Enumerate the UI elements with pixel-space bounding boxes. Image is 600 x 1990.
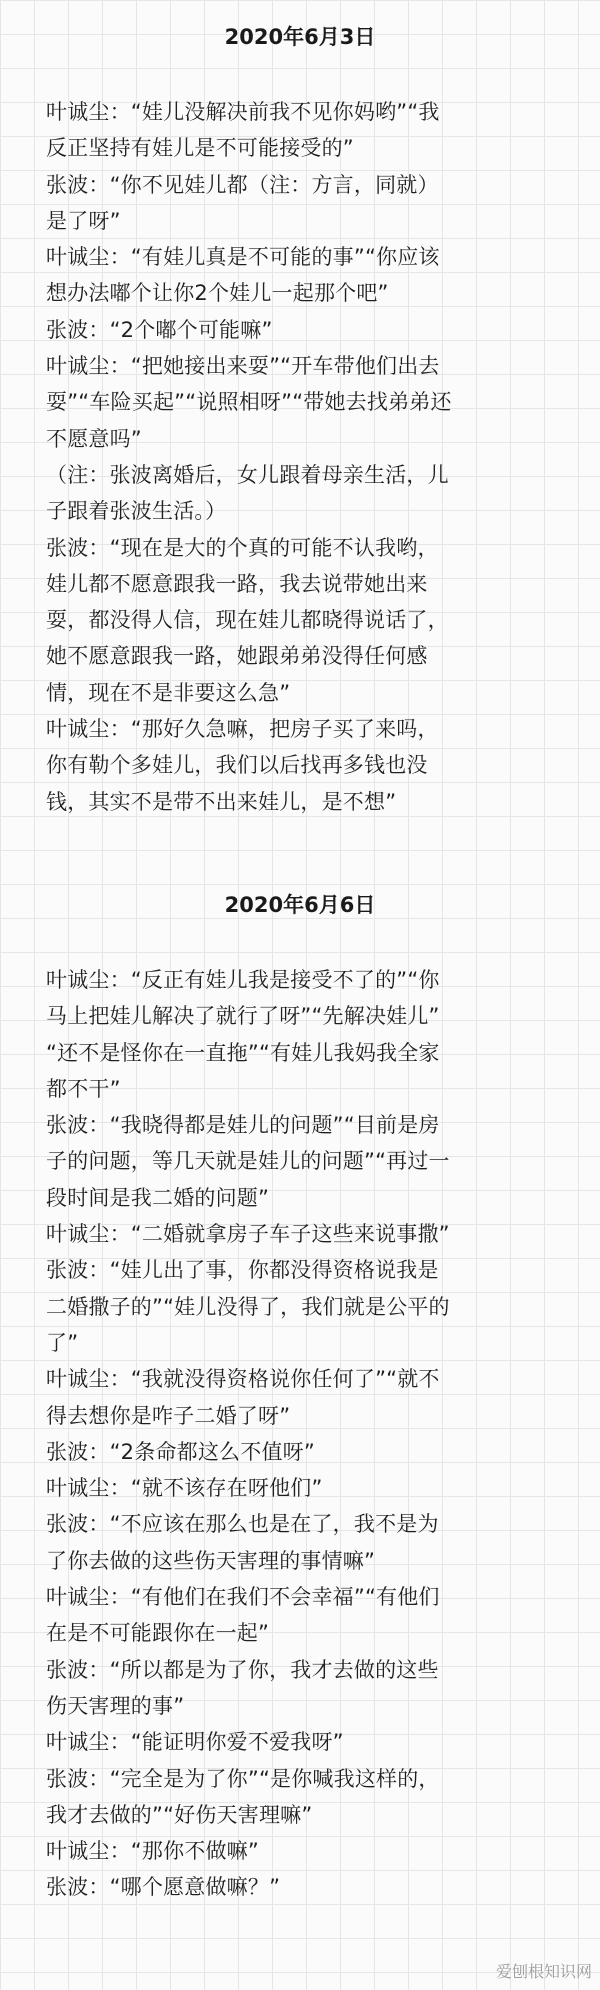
transcript-line: 不愿意吗” <box>46 426 142 451</box>
transcript-line: 张波：“我晓得都是娃儿的问题”“目前是房 <box>46 1113 440 1138</box>
transcript-line: 叶诚尘：“二婚就拿房子车子这些来说事撒” <box>46 1222 450 1247</box>
transcript-line: 情，现在不是非要这么急” <box>46 680 291 705</box>
date-heading: 2020年6月6日 <box>224 893 376 917</box>
transcript-line: 都不干” <box>46 1076 121 1101</box>
transcript-line: 她不愿意跟我一路，她跟弟弟没得任何感 <box>46 644 428 669</box>
section-june-6 <box>0 890 600 920</box>
transcript-line: 子的问题，等几天就是娃儿的问题”“再过一 <box>46 1149 450 1174</box>
transcript-line: 了你去做的这些伤天害理的事情嘛” <box>46 1548 376 1573</box>
transcript-line: 张波：“娃儿出了事，你都没得资格说我是 <box>46 1258 439 1283</box>
transcript-line: 叶诚尘：“那你不做嘛” <box>46 1839 259 1864</box>
transcript-line: 叶诚尘：“有娃儿真是不可能的事”“你应该 <box>46 245 440 270</box>
transcript-line: 我才去做的”“好伤天害理嘛” <box>46 1802 313 1827</box>
transcript-line: 张波：“你不见娃儿都（注：方言，同就） <box>46 172 439 197</box>
transcript-line: 张波：“完全是为了你”“是你喊我这样的， <box>46 1766 440 1791</box>
transcript-line: 子跟着张波生活。） <box>46 499 227 524</box>
transcript-line: 想办法嘟个让你2个娃儿一起那个吧” <box>46 281 389 306</box>
transcript-line: 你有勒个多娃儿，我们以后找再多钱也没 <box>46 753 428 778</box>
transcript-block-1 <box>46 94 586 820</box>
transcript-line: 叶诚尘：“反正有娃儿我是接受不了的”“你 <box>46 968 440 992</box>
transcript-line: 了” <box>46 1330 79 1355</box>
transcript-line: （注：张波离婚后，女儿跟着母亲生活，儿 <box>46 462 449 487</box>
transcript-line: 张波：“2个嘟个可能嘛” <box>46 317 273 342</box>
transcript-line: 叶诚尘：“就不该存在呀他们” <box>46 1476 323 1501</box>
transcript-block-2 <box>46 962 586 1906</box>
section-june-3 <box>0 22 600 52</box>
transcript-line: 段时间是我二婚的问题” <box>46 1185 270 1210</box>
transcript-line: 是了呀” <box>46 208 121 233</box>
transcript-line: 张波：“不应该在那么也是在了，我不是为 <box>46 1512 439 1537</box>
transcript-line: 钱，其实不是带不出来娃儿，是不想” <box>46 789 397 814</box>
transcript-line: 张波：“哪个愿意做嘛？” <box>46 1875 281 1900</box>
transcript-line: 叶诚尘：“把她接出来耍”“开车带他们出去 <box>46 354 440 379</box>
transcript-line: 得去想你是咋子二婚了呀” <box>46 1403 291 1428</box>
transcript-line: 在是不可能跟你在一起” <box>46 1621 270 1646</box>
transcript-line: 叶诚尘：“娃儿没解决前我不见你妈哟”“我 <box>46 100 440 124</box>
transcript-line: 马上把娃儿解决了就行了呀”“先解决娃儿” <box>46 1004 440 1029</box>
transcript-line: 张波：“所以都是为了你，我才去做的这些 <box>46 1657 439 1682</box>
transcript-line: 耍”“车险买起”“说照相呀”“带她去找弟弟还 <box>46 390 452 415</box>
transcript-line: 叶诚尘：“有他们在我们不会幸福”“有他们 <box>46 1585 440 1610</box>
transcript-line: 耍，都没得人信，现在娃儿都晓得说话了， <box>46 608 449 633</box>
watermark: 爱刨根知识网 <box>495 1962 592 1981</box>
transcript-line: 叶诚尘：“那好久急嘛，把房子买了来吗， <box>46 717 439 742</box>
transcript-line: 反正坚持有娃儿是不可能接受的” <box>46 136 354 161</box>
transcript-line: 娃儿都不愿意跟我一路，我去说带她出来 <box>46 571 428 596</box>
transcript-line: 张波：“现在是大的个真的可能不认我哟， <box>46 535 439 560</box>
transcript-line: 叶诚尘：“能证明你爱不爱我呀” <box>46 1730 344 1755</box>
date-heading: 2020年6月3日 <box>224 25 376 49</box>
transcript-line: 二婚撒子的”“娃儿没得了，我们就是公平的 <box>46 1294 450 1319</box>
transcript-line: “还不是怪你在一直拖”“有娃儿我妈我全家 <box>46 1040 440 1065</box>
transcript-line: 叶诚尘：“我就没得资格说你任何了”“就不 <box>46 1367 440 1392</box>
transcript-line: 伤天害理的事” <box>46 1693 185 1718</box>
transcript-line: 张波：“2条命都这么不值呀” <box>46 1439 315 1464</box>
